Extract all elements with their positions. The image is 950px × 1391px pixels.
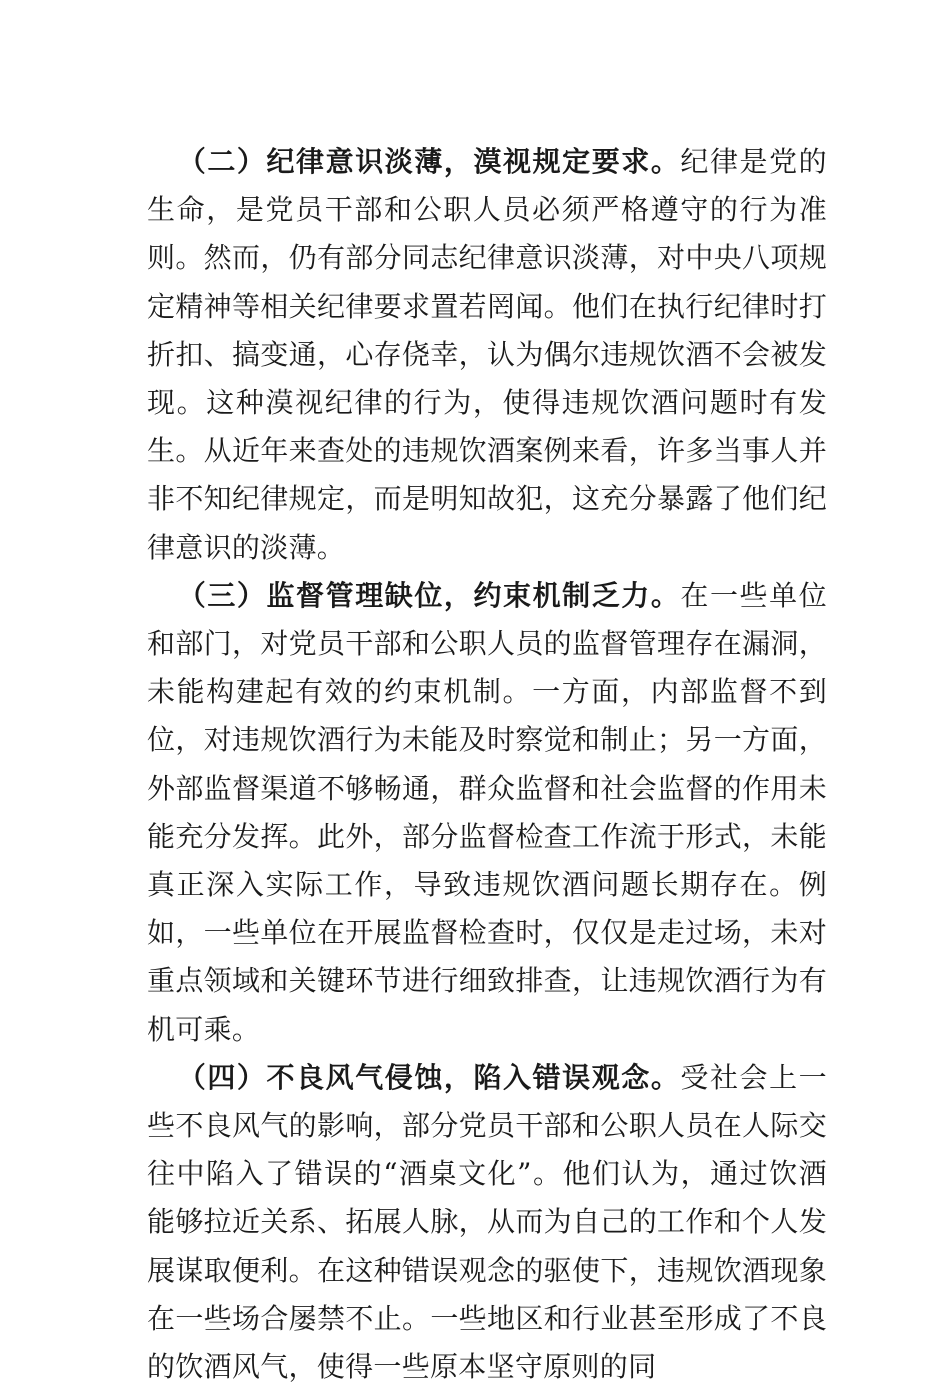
paragraph-supervision	[147, 572, 827, 1054]
paragraph-discipline	[147, 138, 827, 572]
document-body	[147, 138, 827, 1391]
section-heading-2: （二）纪律意识淡薄，漠视规定要求。	[177, 145, 681, 178]
paragraph-text: 受社会上一些不良风气的影响，部分党员干部和公职人员在人际交往中陷入了错误的“酒桌文化”。他们认为，通过饮酒能够拉近关系、拓展人脉，从而为自己的工作和个人发展谋取便利。在这种错误观念的驱使下，违规饮酒现象在一些场合屡禁不止。一些地区和行业甚至形成了不良的饮酒风气，使得一些原本坚守原则的同	[147, 1060, 827, 1384]
paragraph-text: 在一些单位和部门，对党员干部和公职人员的监督管理存在漏洞，未能构建起有效的约束机制。一方面，内部监督不到位，对违规饮酒行为未能及时察觉和制止；另一方面，外部监督渠道不够畅通，群众监督和社会监督的作用未能充分发挥。此外，部分监督检查工作流于形式，未能真正深入实际工作，导致违规饮酒问题长期存在。例如，一些单位在开展监督检查时，仅仅是走过场，未对重点领域和关键环节进行细致排查，让违规饮酒行为有机可乘。	[147, 578, 827, 1046]
section-heading-3: （三）监督管理缺位，约束机制乏力。	[177, 578, 681, 612]
section-heading-4: （四）不良风气侵蚀，陷入错误观念。	[177, 1060, 681, 1094]
paragraph-text: 纪律是党的生命，是党员干部和公职人员必须严格遵守的行为准则。然而，仍有部分同志纪律意识淡薄，对中央八项规定精神等相关纪律要求置若罔闻。他们在执行纪律时打折扣、搞变通，心存侥幸，认为偶尔违规饮酒不会被发现。这种漠视纪律的行为，使得违规饮酒问题时有发生。从近年来查处的违规饮酒案例来看，许多当事人并非不知纪律规定，而是明知故犯，这充分暴露了他们纪律意识的淡薄。	[147, 145, 827, 564]
paragraph-culture	[147, 1054, 827, 1391]
